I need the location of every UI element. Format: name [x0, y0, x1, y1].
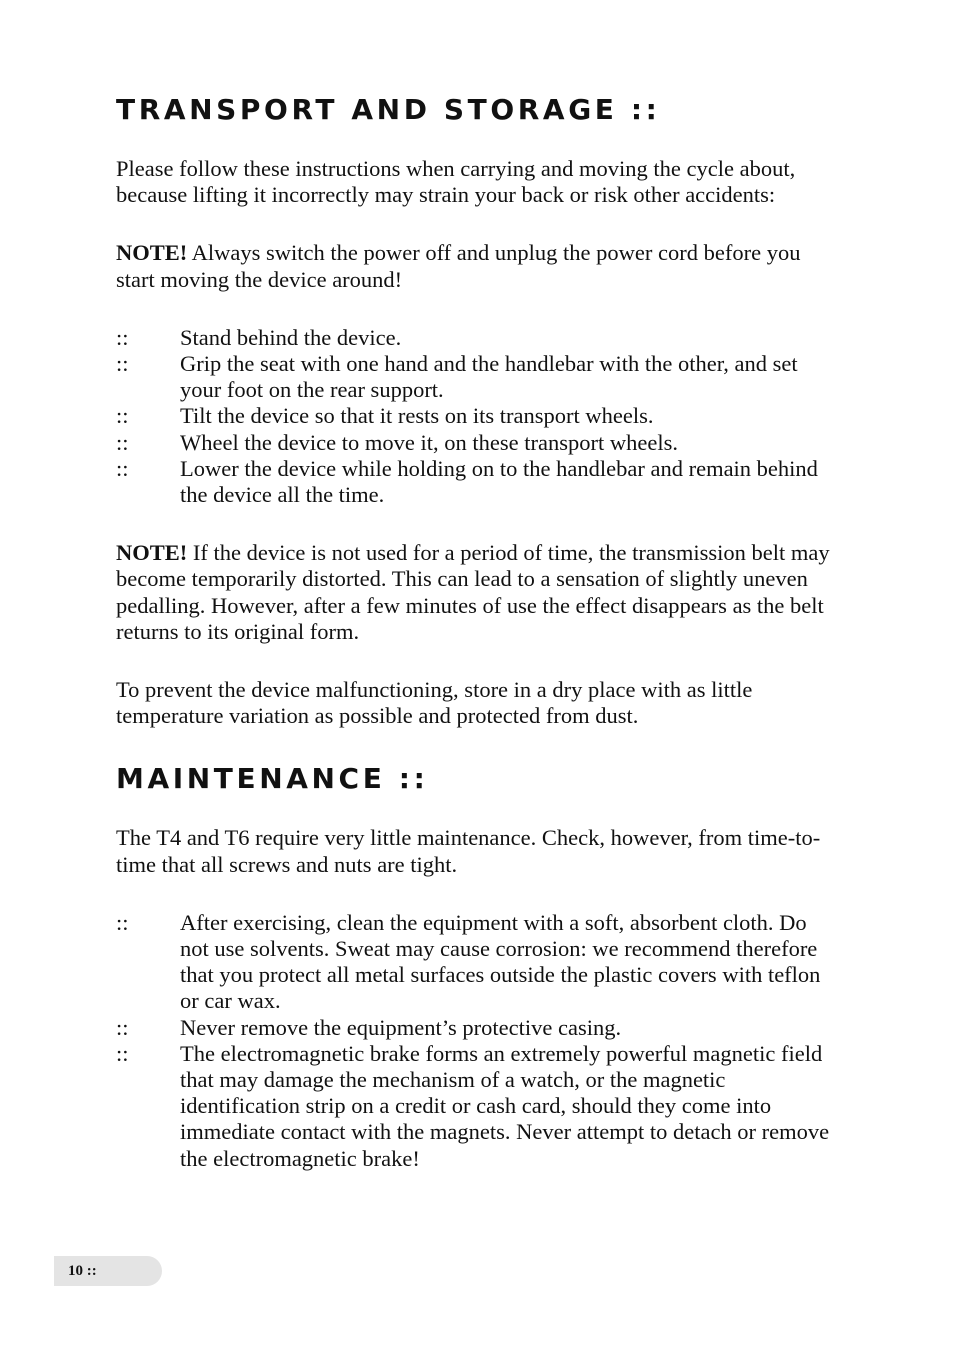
bullet-marker: ::: [116, 1014, 129, 1040]
maintenance-list: [116, 910, 832, 1172]
note-label: NOTE!: [116, 240, 188, 266]
list-item-text: Tilt the device so that it rests on its transport wheels.: [180, 403, 654, 429]
list-item-text: Wheel the device to move it, on these transport wheels.: [180, 429, 678, 455]
list-item: [116, 1015, 832, 1041]
bullet-marker: ::: [116, 351, 129, 377]
bullet-marker: ::: [116, 403, 129, 429]
bullet-marker: ::: [116, 455, 129, 481]
transport-note-2: [116, 540, 832, 645]
page-number-tab: [54, 1256, 162, 1286]
note-text: Always switch the power off and unplug the power cord before you start moving the device around!: [116, 240, 801, 292]
list-item-text: The electromagnetic brake forms an extremely powerful magnetic field that may damage the mechanism of a watch, or the magnetic identification strip on a credit or cash card, should they come into immediate contact with the magnets. Never attempt to detach or remove the electromagnetic brake!: [180, 1040, 830, 1171]
note-text: If the device is not used for a period of time, the transmission belt may become temporarily distorted. This can lead to a sensation of slightly uneven pedalling. However, after a few minutes of use the effect disappears as the belt returns to its original form.: [116, 540, 830, 644]
list-item-text: Never remove the equipment’s protective casing.: [180, 1014, 622, 1040]
bullet-marker: ::: [116, 909, 129, 935]
list-item: [116, 1041, 832, 1172]
list-item-text: After exercising, clean the equipment with a soft, absorbent cloth. Do not use solvents. Sweat may cause corrosion: we recommend therefore that you protect all metal surfaces outside the plastic covers with teflon or car wax.: [180, 909, 821, 1014]
list-item: [116, 351, 832, 403]
bullet-marker: ::: [116, 324, 129, 350]
transport-note-1: [116, 240, 832, 292]
transport-intro: Please follow these instructions when carrying and moving the cycle about, because lifting it incorrectly may strain your back or risk other accidents:: [116, 156, 796, 208]
page-content: [116, 92, 832, 1172]
list-item-text: Lower the device while holding on to the handlebar and remain behind the device all the time.: [180, 455, 818, 508]
list-item: [116, 456, 832, 508]
maintenance-intro: The T4 and T6 require very little maintenance. Check, however, from time-to-time that all screws and nuts are tight.: [116, 825, 821, 877]
note-label: NOTE!: [116, 540, 188, 566]
bullet-marker: ::: [116, 429, 129, 455]
transport-steps-list: [116, 325, 832, 508]
transport-heading: TRANSPORT AND STORAGE ::: [116, 93, 661, 126]
list-item: [116, 325, 832, 351]
list-item-text: Stand behind the device.: [180, 324, 402, 350]
list-item-text: Grip the seat with one hand and the handlebar with the other, and set your foot on the rear support.: [180, 351, 798, 403]
list-item: [116, 910, 832, 1015]
storage-paragraph: To prevent the device malfunctioning, store in a dry place with as little temperature variation as possible and protected from dust.: [116, 677, 753, 729]
list-item: [116, 430, 832, 456]
page-number: 10 ::: [68, 1262, 97, 1279]
bullet-marker: ::: [116, 1040, 129, 1066]
maintenance-heading: MAINTENANCE ::: [116, 762, 429, 796]
list-item: [116, 403, 832, 429]
